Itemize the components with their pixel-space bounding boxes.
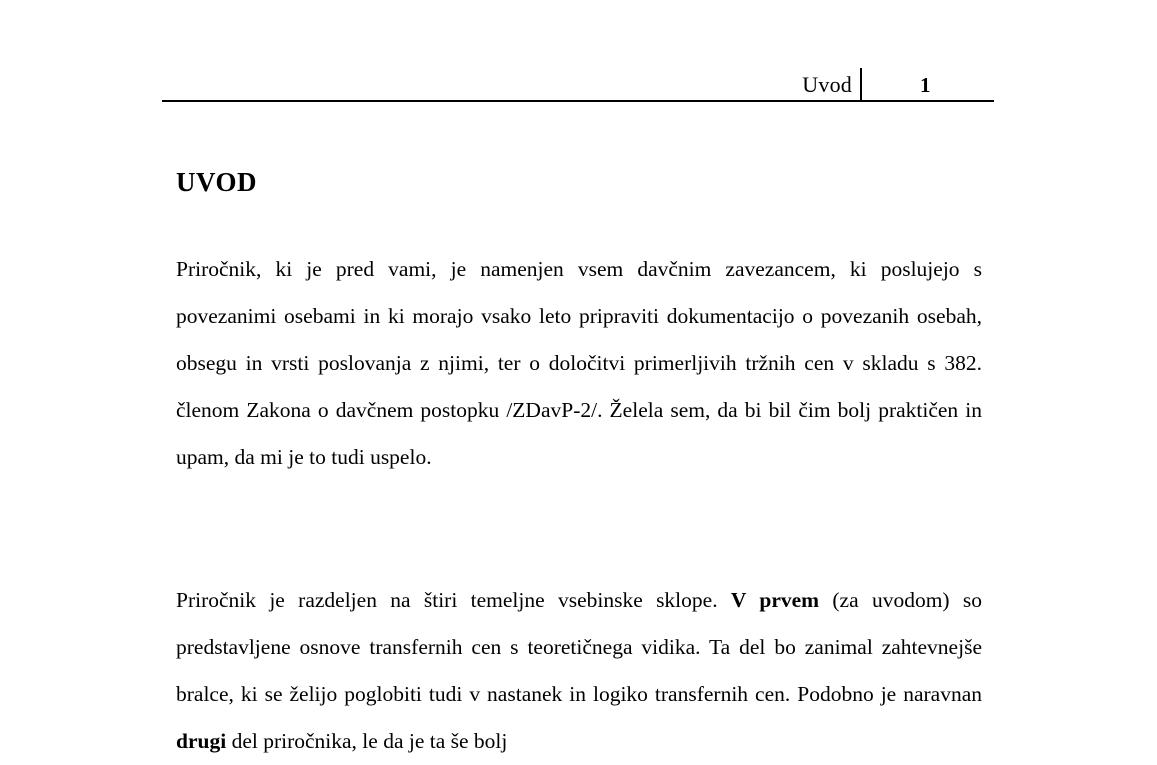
running-header: [162, 68, 994, 102]
header-section-title: Uvod: [802, 72, 852, 97]
paragraph-structure-bold-2: drugi: [176, 729, 227, 753]
header-divider: [860, 68, 862, 100]
paragraph-structure: [176, 577, 982, 765]
header-page-number: 1: [920, 73, 931, 97]
paragraph-structure-text-3: del priročnika, le da je ta še bolj: [226, 729, 508, 753]
paragraph-intro: Priročnik, ki je pred vami, je namenjen vsem davčnim zavezancem, ki poslujejo s povezanimi osebami in ki morajo vsako leto pripraviti dokumentacijo o povezanih osebah, obsegu in vrsti poslovanja z njimi, ter o določitvi primerljivih tržnih cen v skladu s 382. členom Zakona o davčnem postopku /ZDavP-2/. Želela sem, da bi bil čim bolj praktičen in upam, da mi je to tudi uspelo.: [176, 257, 982, 469]
chapter-title: UVOD: [176, 167, 257, 197]
paragraph-structure-text-2: (za uvodom) so predstavljene osnove transfernih cen s teoretičnega vidika. Ta del bo zanimal zahtevnejše bralce, ki se želijo poglobiti tudi v nastanek in logiko transfernih cen. Podobno je naravnan: [176, 588, 983, 706]
paragraph-structure-text-1: Priročnik je razdeljen na štiri temeljne vsebinske sklope.: [176, 588, 731, 612]
paragraph-structure-bold-1: V prvem: [730, 588, 820, 612]
